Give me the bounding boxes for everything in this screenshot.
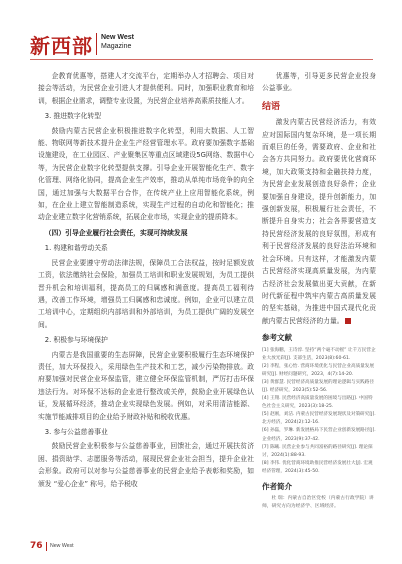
magazine-logo: 新西部 [30,34,93,58]
reference-item: [8] 李伟. 优化营商环境助推民营经济发展壮大[J]. 宏观经济管理，2024(3):45-50. [262,460,373,474]
reference-item: [5] 赵刚，刘洁. 内蒙古民营经济发展现状及对策研究[J]. 北方经济，2024(2):12-16. [262,412,376,426]
paragraph: 鼓励内蒙古民营企业积极推进数字化转型，利用大数据、人工智能、物联网等新技术提升企业生产经营管理水平。政府要加强数字基础设施建设，在工业园区、产业聚集区等重点区域建设5G网络、数据中心等，为民营企业数字化转型提供支撑。引导企业开展智能化生产、数字化管理、网络化协同，提高企业生产效率，推动从单纯市场竞争的向全国，通过加强与大数据平台合作，在传统产业上应用智能化系统，例如，在企业上建立智能制造系统，实现生产过程的自动化和智能化；推动企业建立数字化营销系统，拓展企业市场，实现企业的提质降本。 [38,126,254,222]
reference-item: [4] 王翔. 民营经济高质量发展的困境与出路[J]. 中国特色社会主义研究，2023(3):18-25. [262,396,373,410]
right-column [262,70,376,511]
references-list [262,347,376,477]
subsection-heading: 3. 推进数字化转型 [44,112,102,121]
page-header [0,0,402,58]
reference-item: [3] 黄群慧. 民营经济高质量发展的理论逻辑与实践路径[J]. 经济研究，2023(5):52-56. [262,379,374,393]
footer-divider [46,542,47,551]
paragraph: 民营企业要遵守劳动法律法规，保障员工合法权益，按时足额发放工资，依法缴纳社会保险，加强员工培训和职业发展规划，为员工提供晋升机会和培训福利，提高员工的归属感和满意度。提高员工福利待遇，改善工作环境，增强员工归属感和忠诚度。例如，企业可以建立员工培训中心，定期组织内部培训和外部培训，为员工提供广阔的发展空间。 [38,258,254,329]
header-rule [30,59,373,60]
subsection-heading: 2. 积极参与环境保护 [44,336,108,345]
section-heading: （四）引导企业履行社会责任，实现可持续发展 [44,228,188,237]
logo-en-line2: Magazine [101,43,132,50]
conclusion-text: 激发内蒙古民营经济活力，有效应对国际国内复杂环境，是一项长期而艰巨的任务，需要政府、企业和社会各方共同努力。政府要优化营商环境，加大政策支持和金融扶持力度，为民营企业发展创造良好条件；企业要加强自身建设，提升创新能力，加强创新发展，积极履行社会责任，不断提升自身实力；社会各界要营造支持民营经济发展的良好氛围，形成有利于民营经济发展的良好法治环境和社会环境。只有这样，才能激发内蒙古民营经济实现高质量发展，为内蒙古经济社会发展做出更大贡献，在新时代新征程中筑牢内蒙古高质量发展的坚实基础，为推进中国式现代化贡献内蒙古民营经济的力量。 [262,118,376,325]
paragraph: 内蒙古是我国重要的生态屏障，民营企业要积极履行生态环境保护责任，加大环保投入，采用绿色生产技术和工艺，减少污染物排放。政府要加强对民营企业环保监管，建立健全环保监管机制，严厉打击环保违法行为。对环保不达标的企业进行整改或关停，鼓励企业开展绿色认证，发展循环经济，推动企业实现绿色发展。例如，对采用清洁能源、实施节能减排项目的企业给予财政补贴和税收优惠。 [38,350,254,421]
reference-item: [6] 孙磊，罗琳. 新发展格局下民营企业创新发展路径[J]. 企业经济，2023(9):37-42. [262,428,376,442]
reference-item: [1] 张海鹏，王诗淳. 坚持“两个毫不动摇” 让千万民营企业大放光彩[J]. 支部生活，2023(8):60-61. [262,347,376,361]
footer-magazine-name: New West [50,543,74,549]
author-bio-text: 杜 瑞：内蒙古自治区党校（内蒙古行政学院）讲师，研究方向为经济学、区域经济。 [262,496,374,510]
magazine-logo-en [101,33,134,51]
subsection-heading: 1. 构建和谐劳动关系 [44,244,108,253]
logo-en-line1: New West [101,34,134,41]
references-title: 参考文献 [262,333,292,343]
end-mark-icon [345,318,351,324]
subsection-heading: 3. 参与公益慈善事业 [44,427,108,436]
author-bio-title: 作者简介 [262,482,292,492]
conclusion-title: 结语 [262,101,281,112]
paragraph: 鼓励民营企业积极参与公益慈善事业，回馈社会，通过开展扶贫济困、捐资助学、志愿服务等活动，展现民营企业社会担当，提升企业社会形象。政府可以对参与公益慈善事业的民营企业给予表彰和奖励，如颁发 “爱心企业” 称号，给予税收 [38,442,254,488]
conclusion-paragraph [262,116,376,327]
paragraph: 企教育优惠等，搭建人才交流平台，定期举办人才招聘会、项目对接会等活动，为民营企业引进人才提供便利。同时，加强职业教育和培训，根据企业需求，调整专业设置，为民营企业培养高素质技能人才。 [38,72,254,105]
reference-item: [2] 李程，张心怡. 营商环境优化与民营企业高质量发展研究[J]. 财经问题研究，2023，4(7):14-20. [262,363,374,377]
reference-item: [7] 陈曦. 民营企业参与共同富裕的路径研究[J]. 理论探讨，2024(1):88-93. [262,444,373,458]
page-number: 76 [30,541,43,551]
left-column [38,70,254,490]
paragraph: 优惠等，引导更多民营企业投身公益事业。 [262,72,376,93]
logo-divider [96,33,97,55]
